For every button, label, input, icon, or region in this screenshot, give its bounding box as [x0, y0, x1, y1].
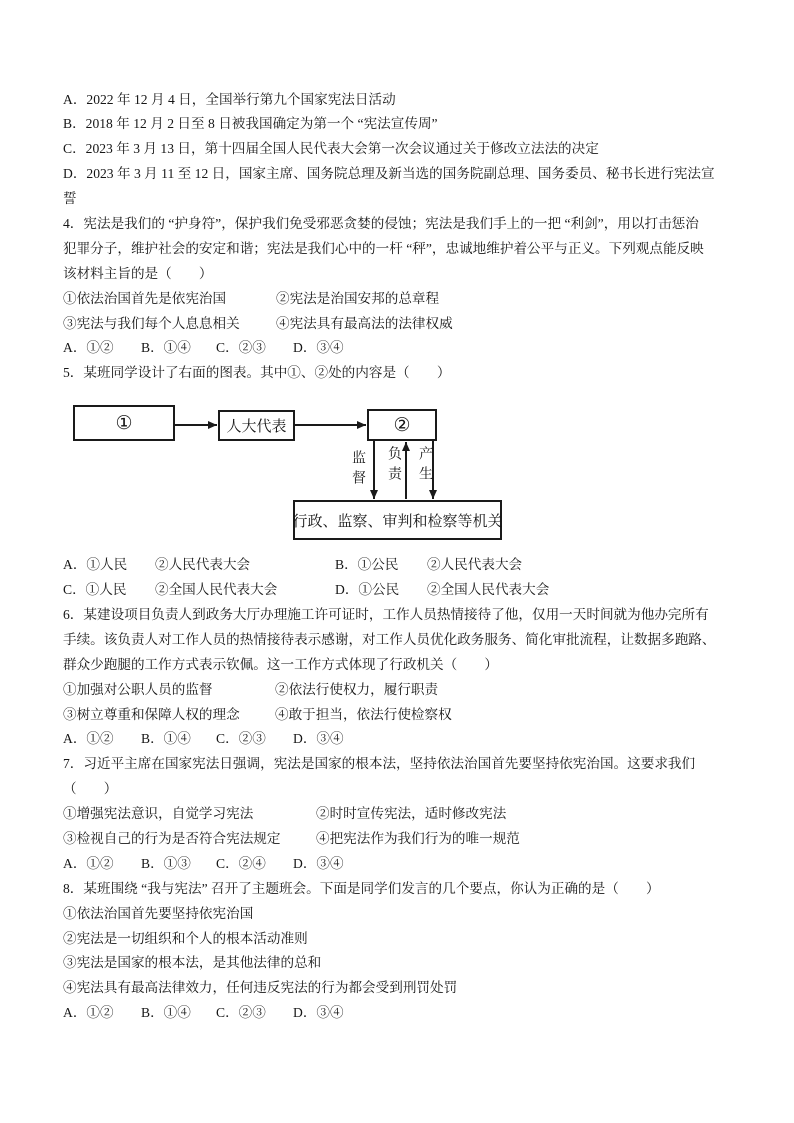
q5-choice-c: C．①人民 — [63, 582, 127, 598]
q6-choice-c: C．②③ — [216, 731, 266, 747]
q3-option-c: C．2023 年 3 月 13 日，第十四届全国人民代表大会第一次会议通过关于修改立法法的决定 — [63, 141, 599, 157]
edge-label-responsible: 负责 — [386, 446, 401, 487]
edge-label-produce: 产生 — [417, 446, 432, 487]
diagram-node-right: ② — [367, 409, 437, 441]
edge-label-supervise: 监督 — [350, 450, 365, 491]
q6-choices-row — [63, 727, 763, 752]
q8-choice-b: B．①④ — [141, 1005, 191, 1021]
q8-statement-4: ④宪法具有最高法律效力，任何违反宪法的行为都会受到刑罚处罚 — [63, 980, 458, 996]
q4-choice-a: A．①② — [63, 340, 114, 356]
q7-choice-c: C．②④ — [216, 855, 266, 871]
diagram-node-bottom: 行政、监察、审判和检察等机关 — [293, 500, 502, 540]
q6-choice-b: B．①④ — [141, 731, 191, 747]
q6-statement-3: ③树立尊重和保障人权的理念 — [63, 706, 240, 722]
q3-option-a: A．2022 年 12 月 4 日，全国举行第九个国家宪法日活动 — [63, 91, 396, 107]
q4-stem-line: 4．宪法是我们的 “护身符”，保护我们免受邪恶贪婪的侵蚀；宪法是我们手上的一把 “利剑”，用以打击惩治 — [63, 215, 699, 231]
q3-option-d-continued: 誓 — [63, 191, 77, 207]
q7-stem-line: （ ） — [63, 781, 118, 797]
q4-choice-d: D．③④ — [293, 340, 344, 356]
q7-choices-row — [63, 852, 763, 877]
q6-stem-line: 群众少跑腿的工作方式表示钦佩。这一工作方式体现了行政机关（ ） — [63, 656, 498, 672]
q6-statement-1: ①加强对公职人员的监督 — [63, 681, 213, 697]
q4-stem-line: 犯罪分子，维护社会的安定和谐；宪法是我们心中的一杆 “秤”，忠诚地维护着公平与正义。下列观点能反映 — [63, 240, 704, 256]
q7-statement-3: ③检视自己的行为是否符合宪法规定 — [63, 830, 281, 846]
q8-choices-row — [63, 1001, 763, 1026]
q5-choice-b-second: ②人民代表大会 — [427, 557, 523, 573]
q7-choice-d: D．③④ — [293, 855, 344, 871]
q4-choices-row — [63, 336, 763, 361]
question-list — [63, 88, 763, 1027]
q6-stem-line: 手续。该负责人对工作人员的热情接待表示感谢，对工作人员优化政务服务、简化审批流程，让数据多跑路、 — [63, 631, 716, 647]
q7-stem-line: 7．习近平主席在国家宪法日强调，宪法是国家的根本法，坚持依法治国首先要坚持依宪治国。这要求我们 — [63, 756, 696, 772]
q6-statement-2: ②依法行使权力，履行职责 — [275, 681, 439, 697]
q7-choice-b: B．①③ — [141, 855, 191, 871]
diagram-node-left: ① — [73, 405, 175, 441]
q5-choices-row — [63, 578, 763, 603]
q8-choice-a: A．①② — [63, 1005, 114, 1021]
q6-statements-row — [63, 678, 763, 703]
q7-statements-row — [63, 827, 763, 852]
q5-stem: 5．某班同学设计了右面的图表。其中①、②处的内容是（ ） — [63, 365, 451, 381]
q4-statement-4: ④宪法具有最高法的法律权威 — [276, 315, 453, 331]
q7-statements-row — [63, 802, 763, 827]
q5-choice-a: A．①人民 — [63, 557, 128, 573]
q4-stem-line: 该材料主旨的是（ ） — [63, 265, 213, 281]
q5-diagram — [0, 386, 794, 553]
q6-stem-line: 6．某建设项目负责人到政务大厅办理施工许可证时，工作人员热情接待了他，仅用一天时间就为他办完所有 — [63, 606, 709, 622]
q6-statements-row — [63, 703, 763, 728]
q4-statements-row — [63, 287, 763, 312]
q5-choice-d-second: ②全国人民代表大会 — [427, 582, 550, 598]
q7-statement-4: ④把宪法作为我们行为的唯一规范 — [316, 830, 520, 846]
q5-choice-d: D．①公民 — [335, 582, 400, 598]
q8-choice-c: C．②③ — [216, 1005, 266, 1021]
q5-choices-row — [63, 553, 763, 578]
q5-choice-b: B．①公民 — [335, 557, 399, 573]
q3-option-d: D．2023 年 3 月 11 至 12 日，国家主席、国务院总理及新当选的国务院副总理、国务委员、秘书长进行宪法宣 — [63, 166, 715, 182]
q5-choice-a-second: ②人民代表大会 — [155, 557, 251, 573]
q7-statement-2: ②时时宣传宪法，适时修改宪法 — [316, 806, 507, 822]
q6-choice-a: A．①② — [63, 731, 114, 747]
q6-statement-4: ④敢于担当，依法行使检察权 — [275, 706, 452, 722]
q8-stem: 8．某班围绕 “我与宪法” 召开了主题班会。下面是同学们发言的几个要点，你认为正确的是（ ） — [63, 880, 660, 896]
q3-option-b: B．2018 年 12 月 2 日至 8 日被我国确定为第一个 “宪法宣传周” — [63, 116, 438, 132]
q7-choice-a: A．①② — [63, 855, 114, 871]
q8-choice-d: D．③④ — [293, 1005, 344, 1021]
q6-choice-d: D．③④ — [293, 731, 344, 747]
q4-choice-c: C．②③ — [216, 340, 266, 356]
q5-choice-c-second: ②全国人民代表大会 — [155, 582, 278, 598]
diagram-node-middle: 人大代表 — [218, 410, 295, 441]
q4-choice-b: B．①④ — [141, 340, 191, 356]
q8-statement-2: ②宪法是一切组织和个人的根本活动准则 — [63, 930, 308, 946]
q4-statement-2: ②宪法是治国安邦的总章程 — [276, 290, 440, 306]
q8-statement-1: ①依法治国首先要坚持依宪治国 — [63, 905, 254, 921]
q4-statements-row — [63, 312, 763, 337]
q4-statement-1: ①依法治国首先是依宪治国 — [63, 290, 227, 306]
q4-statement-3: ③宪法与我们每个人息息相关 — [63, 315, 240, 331]
q8-statement-3: ③宪法是国家的根本法，是其他法律的总和 — [63, 955, 322, 971]
q7-statement-1: ①增强宪法意识，自觉学习宪法 — [63, 806, 254, 822]
